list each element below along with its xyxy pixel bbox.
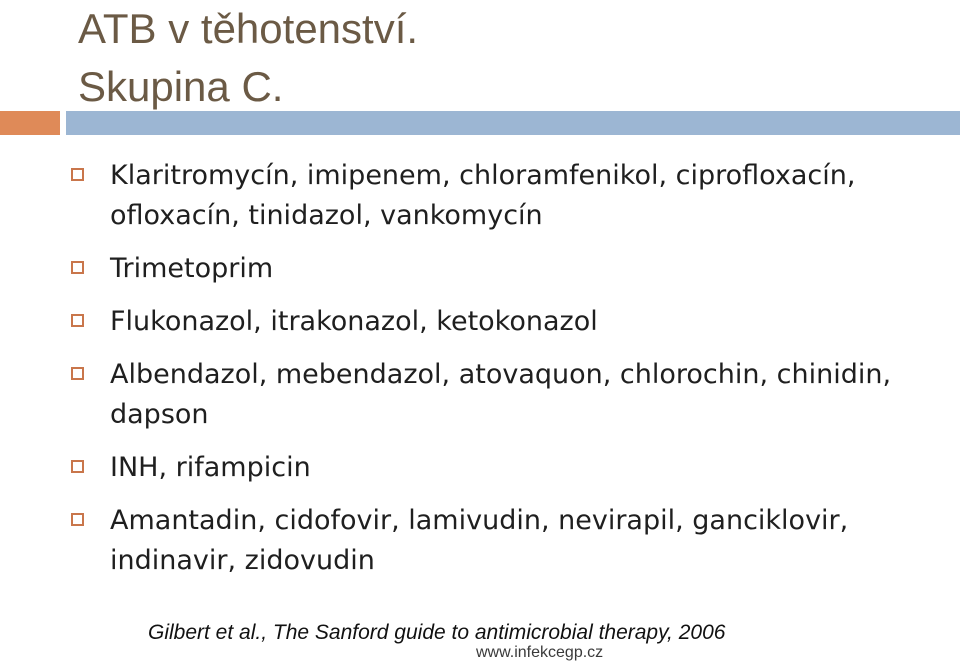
bullet-text: Klaritromycín, imipenem, chloramfenikol, ciprofloxacín, ofloxacín, tinidazol, vankomycín bbox=[110, 160, 856, 231]
bullet-text: Albendazol, mebendazol, atovaquon, chlorochin, chinidin, dapson bbox=[110, 359, 892, 430]
hollow-square-bullet-icon bbox=[71, 367, 84, 380]
bullet-item bbox=[0, 501, 940, 581]
bullet-item bbox=[0, 249, 940, 289]
title-accent-bar-orange bbox=[0, 111, 60, 135]
slide-title bbox=[78, 0, 418, 116]
bullet-text: Amantadin, cidofovir, lamivudin, nevirapil, ganciklovir, indinavir, zidovudin bbox=[110, 505, 849, 576]
bullet-item bbox=[0, 448, 940, 488]
drug-bullet-list bbox=[0, 156, 960, 594]
hollow-square-bullet-icon bbox=[71, 513, 84, 526]
bullet-text: Trimetoprim bbox=[110, 253, 274, 284]
hollow-square-bullet-icon bbox=[71, 261, 84, 274]
title-accent-bar-blue bbox=[66, 111, 960, 135]
hollow-square-bullet-icon bbox=[71, 168, 84, 181]
slide-title-line-1: ATB v těhotenství. bbox=[78, 5, 419, 52]
bullet-text: Flukonazol, itrakonazol, ketokonazol bbox=[110, 306, 598, 337]
hollow-square-bullet-icon bbox=[71, 460, 84, 473]
hollow-square-bullet-icon bbox=[71, 314, 84, 327]
bullet-item bbox=[0, 156, 940, 236]
bullet-item bbox=[0, 302, 940, 342]
bullet-item bbox=[0, 355, 940, 435]
bullet-text: INH, rifampicin bbox=[110, 452, 311, 483]
source-citation: Gilbert et al., The Sanford guide to antimicrobial therapy, 2006 bbox=[148, 621, 726, 644]
slide-title-line-2: Skupina C. bbox=[78, 63, 284, 110]
footer-website-url: www.infekcegp.cz bbox=[476, 644, 604, 661]
